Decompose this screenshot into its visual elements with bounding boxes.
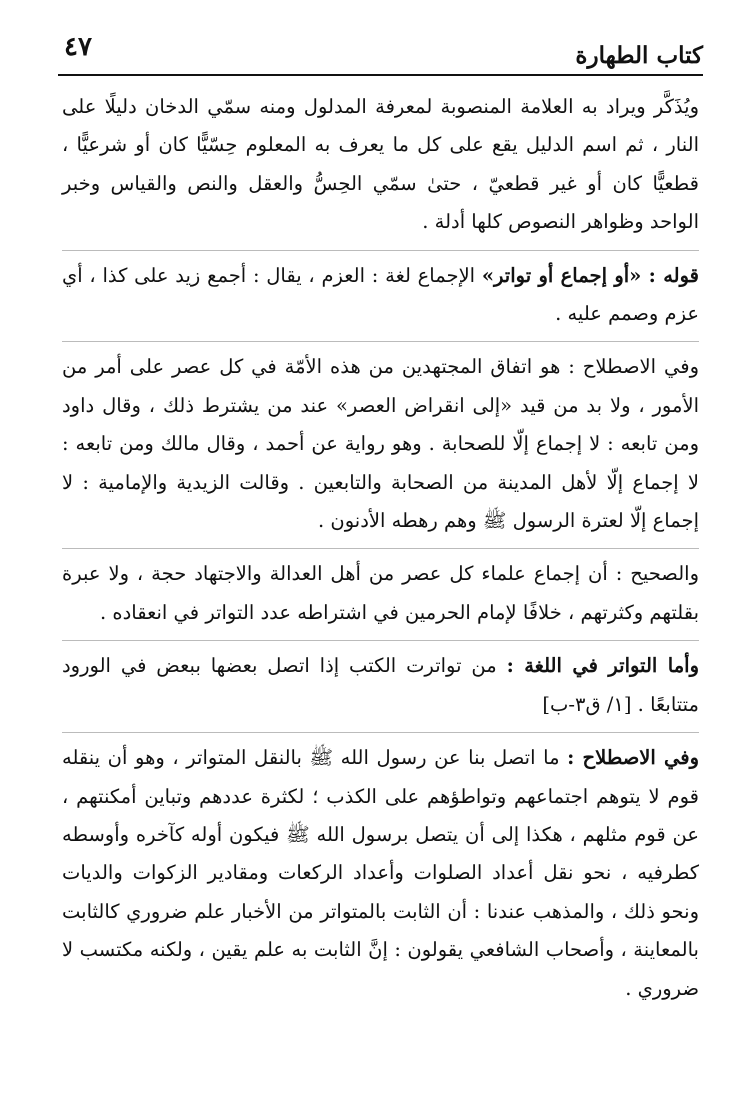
- paragraph-tawatur-istilah: [62, 732, 699, 1008]
- paragraph-lead: قوله : «أو إجماع أو تواتر»: [481, 263, 700, 287]
- paragraph-dalil: [62, 88, 699, 242]
- page-number: ٤٧: [64, 32, 92, 62]
- header-rule: [58, 74, 703, 76]
- page-header: [58, 30, 703, 76]
- chapter-title: كتاب الطهارة: [575, 42, 703, 69]
- paragraph-sahih: [62, 548, 699, 632]
- paragraph-ijma-istilah: [62, 341, 699, 540]
- paragraph-text: ما اتصل بنا عن رسول الله ﷺ بالنقل المتواتر ، وهو أن ينقله قوم لا يتوهم اجتماعهم وتواطؤهم على الكذب ؛ لكثرة عددهم وتباين أمكنتهم ، عن قوم مثلهم ، هكذا إلى أن يتصل برسول الله ﷺ فيكون أوله كآخره وأوسطه كطرفيه ، نحو نقل أعداد الصلوات وأعداد الركعات ومقادير الزكوات والديات ونحو ذلك ، والمذهب عندنا : أن الثابت بالمتواتر من الأخبار علم ضروري كالثابت بالمعاينة ، وأصحاب الشافعي يقولون : إنَّ الثابت به علم يقين ، ولكنه مكتسب لا ضروري .: [62, 746, 699, 1000]
- paragraph-lead: وأما التواتر في اللغة :: [506, 654, 699, 678]
- paragraph-text: والصحيح : أن إجماع علماء كل عصر من أهل العدالة والاجتهاد حجة ، ولا عبرة بقلتهم وكثرتهم ، خلافًا لإمام الحرمين في اشتراطه عدد التواتر في انعقاده .: [62, 562, 699, 624]
- page-body: [62, 88, 699, 1008]
- paragraph-tawatur-lugha: [62, 640, 699, 724]
- paragraph-ijma-lugha: [62, 250, 699, 334]
- paragraph-text: الإجماع لغة : العزم ، يقال : أجمع زيد على كذا ، أي عزم وصمم عليه .: [62, 263, 699, 326]
- paragraph-text: وفي الاصطلاح : هو اتفاق المجتهدين من هذه الأمّة في كل عصر على أمر من الأمور ، ولا بد من قيد «إلى انقراض العصر» عند من يشترط ذلك ، وقال داود ومن تابعه : لا إجماع إلّا للصحابة . وهو رواية عن أحمد ، وقال مالك ومن تابعه : لا إجماع إلّا لأهل المدينة من الصحابة والتابعين . وقالت الزيدية والإمامية : لا إجماع إلّا لعترة الرسول ﷺ وهم رهطه الأدنون .: [62, 355, 699, 533]
- paragraph-text: من تواترت الكتب إذا اتصل بعضها ببعض في الورود متتابعًا . [١/ ق٣-ب]: [62, 654, 699, 716]
- paragraph-lead: وفي الاصطلاح :: [567, 746, 699, 770]
- paragraph-text: ويُذَكَّر ويراد به العلامة المنصوبة لمعرفة المدلول ومنه سمّي الدخان دليلًا على النار ، ثم اسم الدليل يقع على كل ما يعرف به المعلوم حِسّيًّا كان أو شرعيًّا ، قطعيًّا كان أو غير قطعيّ ، حتىٰ سمّي الحِسُّ والعقل والنص والقياس وخبر الواحد وظواهر النصوص كلها أدلة .: [62, 95, 699, 234]
